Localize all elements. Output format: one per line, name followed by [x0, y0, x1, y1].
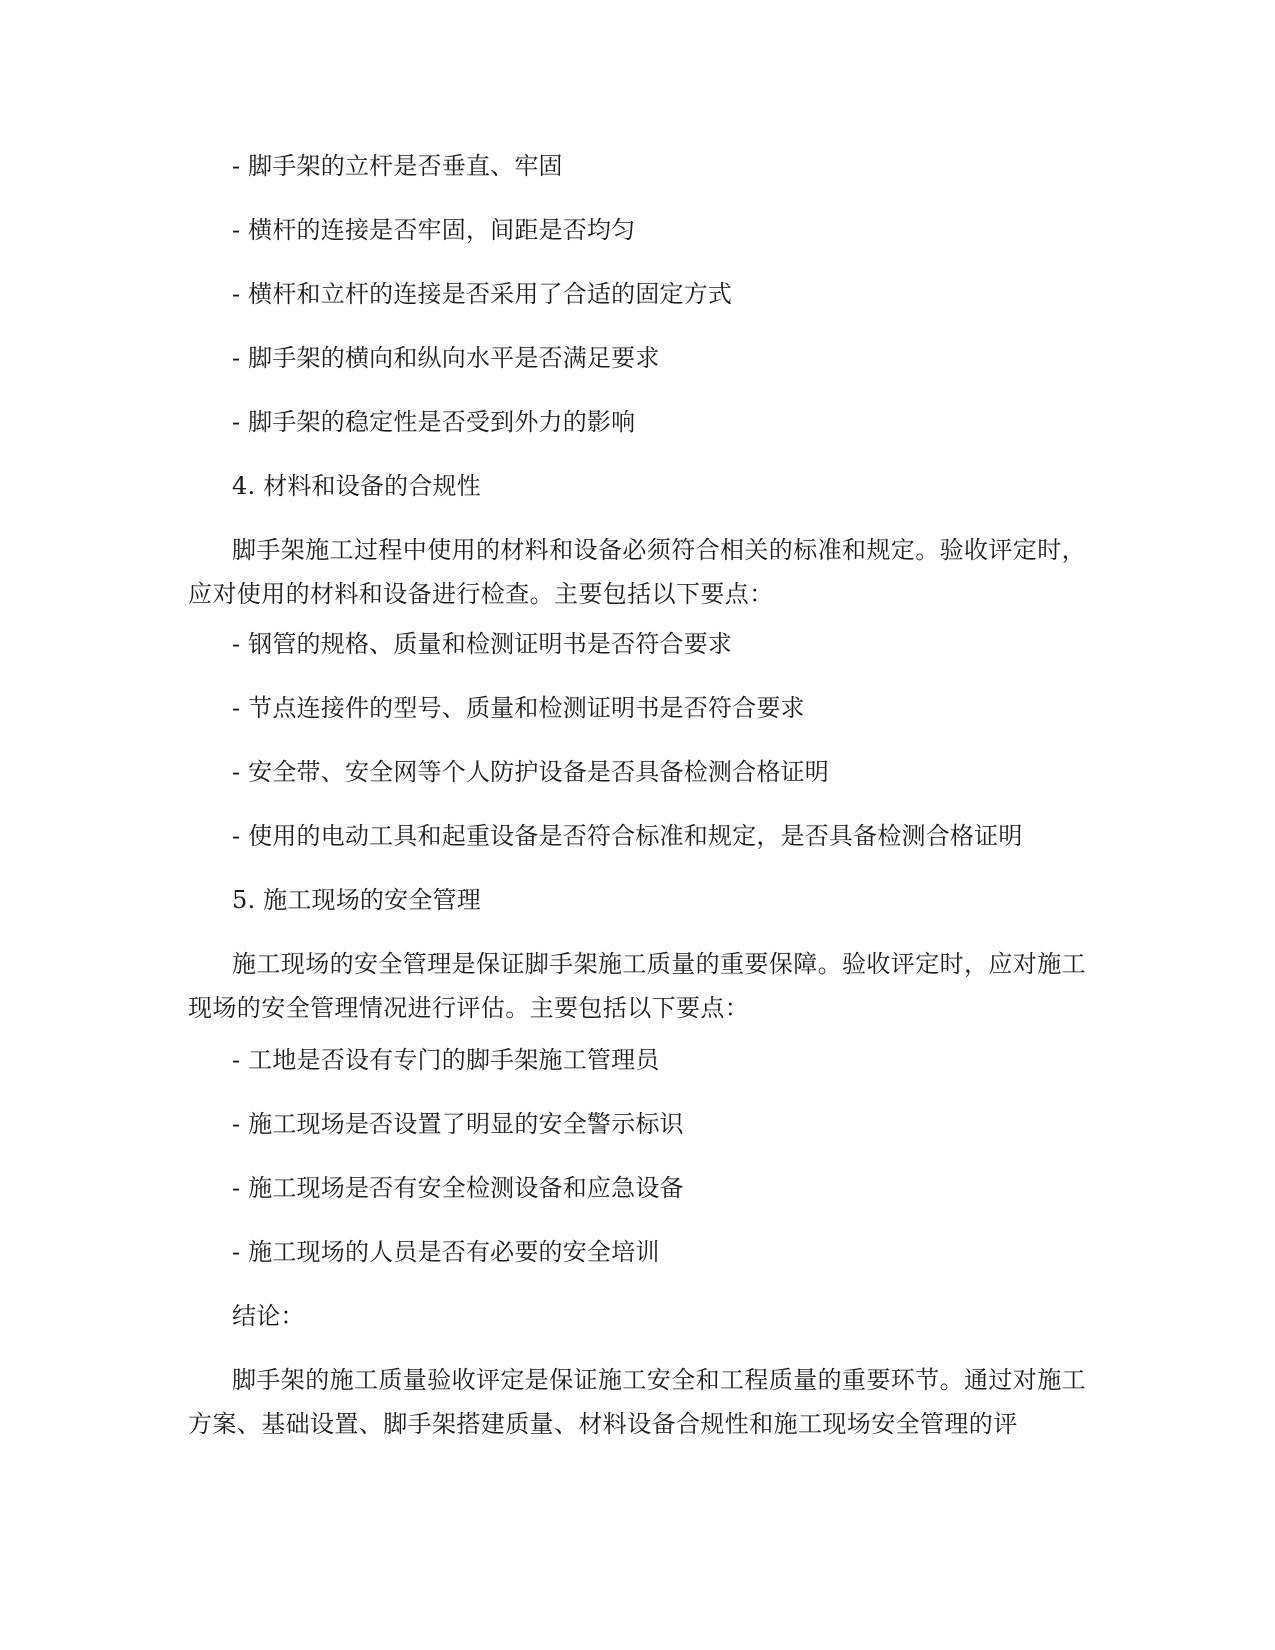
conclusion-paragraph: 脚手架的施工质量验收评定是保证施工安全和工程质量的重要环节。通过对施工方案、基础设置、脚手架搭建质量、材料设备合规性和施工现场安全管理的评 [188, 1366, 1086, 1438]
list-item: - 脚手架的横向和纵向水平是否满足要求 [232, 344, 660, 372]
section4-paragraph: 脚手架施工过程中使用的材料和设备必须符合相关的标准和规定。验收评定时，应对使用的材料和设备进行检查。主要包括以下要点： [188, 536, 1086, 608]
list-item: - 脚手架的立杆是否垂直、牢固 [232, 152, 563, 180]
list-item: - 施工现场是否设置了明显的安全警示标识 [232, 1110, 684, 1138]
list-item: - 工地是否设有专门的脚手架施工管理员 [232, 1046, 660, 1074]
conclusion-heading: 结论： [232, 1302, 305, 1330]
list-item: - 安全带、安全网等个人防护设备是否具备检测合格证明 [232, 758, 829, 786]
section-heading-5: 5. 施工现场的安全管理 [232, 886, 481, 914]
list-item: - 脚手架的稳定性是否受到外力的影响 [232, 408, 636, 436]
list-item: - 横杆的连接是否牢固，间距是否均匀 [232, 216, 636, 244]
section5-paragraph: 施工现场的安全管理是保证脚手架施工质量的重要保障。验收评定时，应对施工现场的安全管理情况进行评估。主要包括以下要点： [188, 950, 1086, 1022]
list-item: - 施工现场是否有安全检测设备和应急设备 [232, 1174, 684, 1202]
list-item: - 钢管的规格、质量和检测证明书是否符合要求 [232, 630, 733, 658]
list-item: - 横杆和立杆的连接是否采用了合适的固定方式 [232, 280, 733, 308]
list-item: - 使用的电动工具和起重设备是否符合标准和规定，是否具备检测合格证明 [232, 822, 1023, 850]
section-heading-4: 4. 材料和设备的合规性 [232, 472, 481, 500]
list-item: - 施工现场的人员是否有必要的安全培训 [232, 1238, 660, 1266]
list-item: - 节点连接件的型号、质量和检测证明书是否符合要求 [232, 694, 805, 722]
